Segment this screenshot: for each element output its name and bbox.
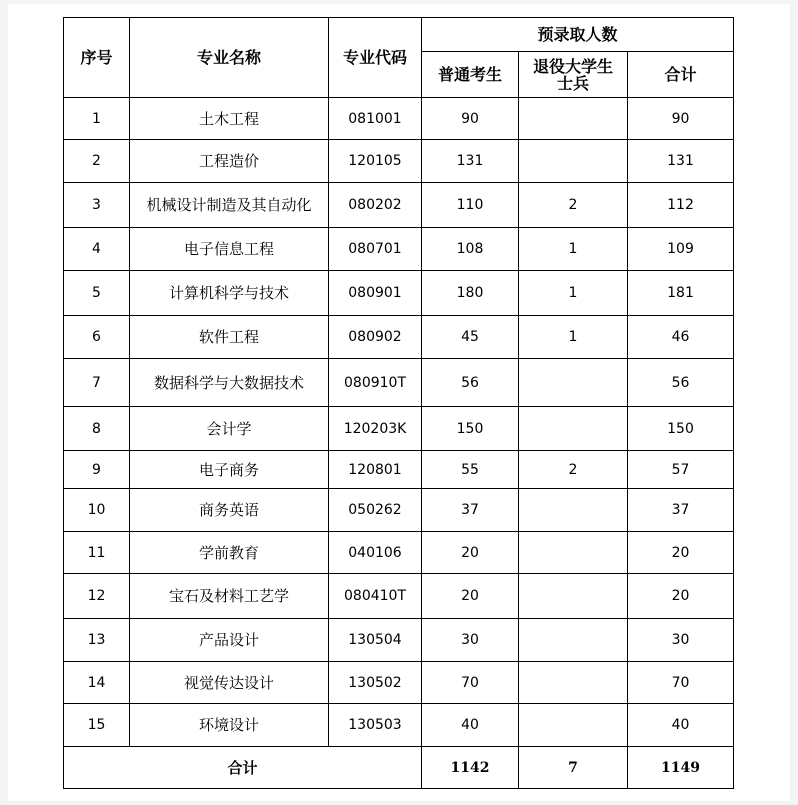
cell-major-name: 工程造价 xyxy=(130,140,329,183)
cell-veteran xyxy=(519,662,628,704)
cell-major-code: 081001 xyxy=(329,98,422,140)
table-row xyxy=(64,316,734,359)
table-row xyxy=(64,574,734,619)
table-row xyxy=(64,532,734,574)
cell-major-name: 电子商务 xyxy=(130,451,329,489)
table-row xyxy=(64,407,734,451)
cell-total: 131 xyxy=(628,140,734,183)
cell-regular: 131 xyxy=(422,140,519,183)
admission-table xyxy=(63,17,734,789)
cell-total: 57 xyxy=(628,451,734,489)
document-sheet xyxy=(8,4,790,801)
cell-veteran: 2 xyxy=(519,451,628,489)
table-row xyxy=(64,183,734,228)
cell-veteran xyxy=(519,489,628,532)
cell-seq: 12 xyxy=(64,574,130,619)
cell-veteran xyxy=(519,704,628,747)
cell-major-code: 080901 xyxy=(329,271,422,316)
cell-major-code: 080202 xyxy=(329,183,422,228)
cell-major-code: 080910T xyxy=(329,359,422,407)
cell-major-name: 产品设计 xyxy=(130,619,329,662)
cell-total: 56 xyxy=(628,359,734,407)
cell-major-code: 130502 xyxy=(329,662,422,704)
cell-seq: 7 xyxy=(64,359,130,407)
total-sum: 1149 xyxy=(628,747,734,789)
cell-regular: 40 xyxy=(422,704,519,747)
cell-regular: 45 xyxy=(422,316,519,359)
cell-major-name: 学前教育 xyxy=(130,532,329,574)
cell-veteran xyxy=(519,532,628,574)
cell-major-code: 130503 xyxy=(329,704,422,747)
cell-major-code: 120801 xyxy=(329,451,422,489)
cell-total: 20 xyxy=(628,574,734,619)
cell-seq: 13 xyxy=(64,619,130,662)
total-label: 合计 xyxy=(64,747,422,789)
total-veteran: 7 xyxy=(519,747,628,789)
table-row xyxy=(64,228,734,271)
cell-major-code: 080902 xyxy=(329,316,422,359)
cell-major-name: 电子信息工程 xyxy=(130,228,329,271)
cell-total: 37 xyxy=(628,489,734,532)
cell-seq: 4 xyxy=(64,228,130,271)
cell-major-name: 数据科学与大数据技术 xyxy=(130,359,329,407)
cell-seq: 15 xyxy=(64,704,130,747)
cell-regular: 150 xyxy=(422,407,519,451)
table-row xyxy=(64,619,734,662)
cell-major-code: 120105 xyxy=(329,140,422,183)
cell-veteran xyxy=(519,407,628,451)
cell-regular: 108 xyxy=(422,228,519,271)
cell-veteran: 1 xyxy=(519,271,628,316)
cell-major-code: 050262 xyxy=(329,489,422,532)
cell-veteran: 1 xyxy=(519,228,628,271)
cell-regular: 55 xyxy=(422,451,519,489)
cell-major-code: 080701 xyxy=(329,228,422,271)
cell-seq: 1 xyxy=(64,98,130,140)
cell-seq: 5 xyxy=(64,271,130,316)
cell-major-code: 040106 xyxy=(329,532,422,574)
cell-total: 30 xyxy=(628,619,734,662)
cell-major-name: 环境设计 xyxy=(130,704,329,747)
cell-seq: 11 xyxy=(64,532,130,574)
cell-major-name: 计算机科学与技术 xyxy=(130,271,329,316)
table-row xyxy=(64,704,734,747)
table-row xyxy=(64,271,734,316)
table-row xyxy=(64,451,734,489)
cell-seq: 8 xyxy=(64,407,130,451)
header-major-code: 专业代码 xyxy=(329,18,422,98)
cell-veteran xyxy=(519,359,628,407)
header-major-name: 专业名称 xyxy=(130,18,329,98)
cell-total: 109 xyxy=(628,228,734,271)
cell-major-name: 土木工程 xyxy=(130,98,329,140)
cell-regular: 20 xyxy=(422,532,519,574)
cell-seq: 6 xyxy=(64,316,130,359)
table-row xyxy=(64,140,734,183)
cell-seq: 3 xyxy=(64,183,130,228)
cell-major-code: 080410T xyxy=(329,574,422,619)
cell-seq: 9 xyxy=(64,451,130,489)
cell-seq: 10 xyxy=(64,489,130,532)
header-veteran: 退役大学生士兵 xyxy=(519,52,628,98)
cell-total: 90 xyxy=(628,98,734,140)
cell-regular: 180 xyxy=(422,271,519,316)
cell-total: 150 xyxy=(628,407,734,451)
cell-veteran: 1 xyxy=(519,316,628,359)
cell-major-name: 宝石及材料工艺学 xyxy=(130,574,329,619)
cell-veteran xyxy=(519,140,628,183)
table-row xyxy=(64,662,734,704)
cell-total: 112 xyxy=(628,183,734,228)
table-row xyxy=(64,98,734,140)
total-regular: 1142 xyxy=(422,747,519,789)
cell-veteran xyxy=(519,98,628,140)
cell-regular: 30 xyxy=(422,619,519,662)
table-body xyxy=(64,98,734,747)
header-row-1 xyxy=(64,18,734,52)
cell-major-code: 130504 xyxy=(329,619,422,662)
cell-seq: 14 xyxy=(64,662,130,704)
cell-veteran xyxy=(519,574,628,619)
cell-major-name: 机械设计制造及其自动化 xyxy=(130,183,329,228)
total-row xyxy=(64,747,734,789)
table-row xyxy=(64,359,734,407)
header-planned-count: 预录取人数 xyxy=(422,18,734,52)
cell-major-name: 软件工程 xyxy=(130,316,329,359)
cell-total: 40 xyxy=(628,704,734,747)
cell-regular: 70 xyxy=(422,662,519,704)
cell-total: 46 xyxy=(628,316,734,359)
cell-regular: 56 xyxy=(422,359,519,407)
cell-regular: 110 xyxy=(422,183,519,228)
cell-regular: 20 xyxy=(422,574,519,619)
table-row xyxy=(64,489,734,532)
cell-major-code: 120203K xyxy=(329,407,422,451)
cell-veteran: 2 xyxy=(519,183,628,228)
header-regular: 普通考生 xyxy=(422,52,519,98)
cell-major-name: 视觉传达设计 xyxy=(130,662,329,704)
header-subtotal: 合计 xyxy=(628,52,734,98)
cell-major-name: 会计学 xyxy=(130,407,329,451)
header-seq: 序号 xyxy=(64,18,130,98)
cell-total: 70 xyxy=(628,662,734,704)
cell-regular: 37 xyxy=(422,489,519,532)
cell-veteran xyxy=(519,619,628,662)
cell-seq: 2 xyxy=(64,140,130,183)
cell-major-name: 商务英语 xyxy=(130,489,329,532)
cell-regular: 90 xyxy=(422,98,519,140)
cell-total: 181 xyxy=(628,271,734,316)
cell-total: 20 xyxy=(628,532,734,574)
